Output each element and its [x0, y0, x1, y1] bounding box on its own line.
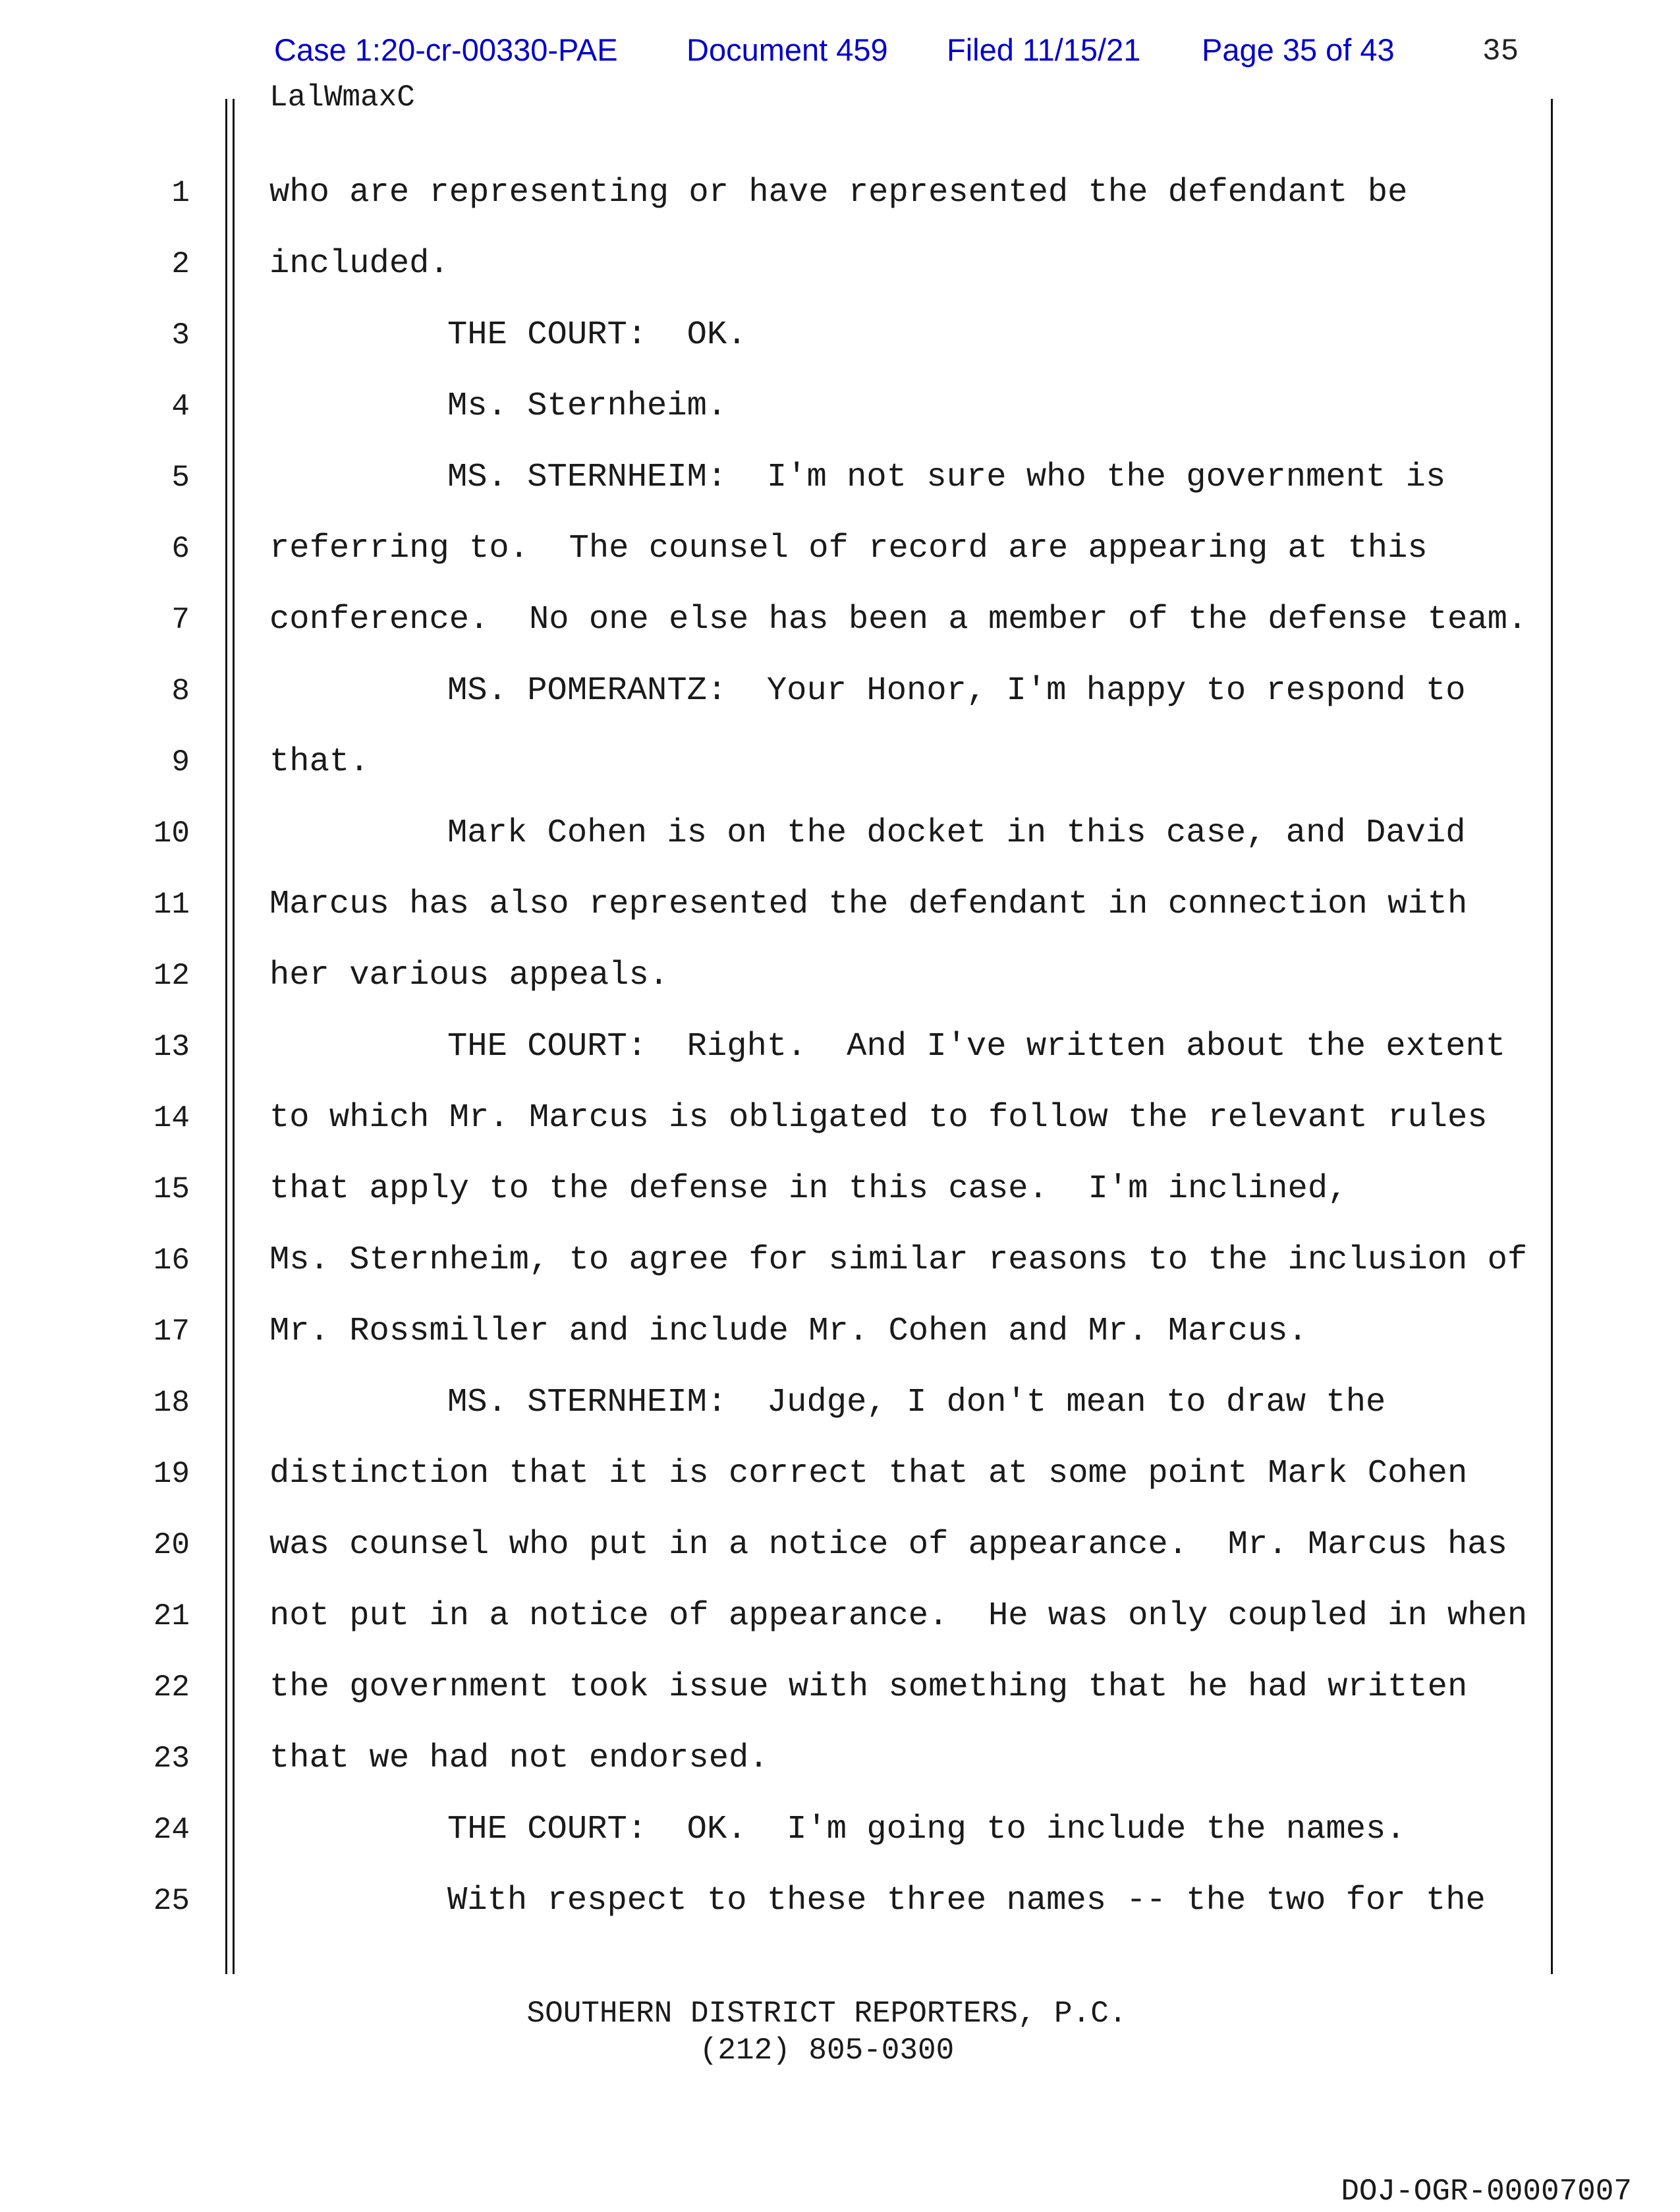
- line-number: 4: [171, 389, 190, 424]
- transcript-line: With respect to these three names -- the two for the: [447, 1882, 1486, 1919]
- transcript-line: that.: [269, 743, 370, 781]
- left-margin-rule-inner: [233, 99, 235, 1974]
- page-of-pages: Page 35 of 43: [1202, 32, 1395, 67]
- transcript-line: Ms. Sternheim, to agree for similar reasons to the inclusion of: [269, 1241, 1528, 1279]
- line-number: 25: [153, 1884, 190, 1918]
- left-margin-rule-outer: [225, 99, 227, 1974]
- line-number: 15: [153, 1172, 190, 1206]
- line-number: 11: [153, 888, 190, 922]
- transcript-line: Ms. Sternheim.: [447, 387, 727, 425]
- document-number: Document 459: [686, 32, 888, 67]
- line-number: 12: [153, 959, 190, 993]
- reporter-name: SOUTHERN DISTRICT REPORTERS, P.C.: [526, 1997, 1127, 2031]
- case-code: LalWmaxC: [269, 80, 415, 115]
- transcript-line: her various appeals.: [269, 957, 669, 994]
- filed-date: Filed 11/15/21: [947, 32, 1141, 67]
- line-number: 7: [171, 603, 190, 637]
- transcript-line: that we had not endorsed.: [269, 1740, 769, 1777]
- case-number: Case 1:20-cr-00330-PAE: [274, 32, 618, 67]
- transcript-line: distinction that it is correct that at some point Mark Cohen: [269, 1455, 1468, 1492]
- reporter-phone: (212) 805-0300: [699, 2033, 955, 2068]
- transcript-line: Mr. Rossmiller and include Mr. Cohen and Mr. Marcus.: [269, 1313, 1308, 1350]
- line-number: 17: [153, 1315, 190, 1349]
- line-number: 21: [153, 1599, 190, 1633]
- transcript-line: referring to. The counsel of record are appearing at this: [269, 530, 1428, 567]
- line-number: 5: [171, 461, 190, 495]
- transcript-line: MS. POMERANTZ: Your Honor, I'm happy to respond to: [447, 672, 1466, 710]
- line-number: 23: [153, 1742, 190, 1776]
- transcript-line: not put in a notice of appearance. He was only coupled in when: [269, 1597, 1528, 1635]
- line-number: 8: [171, 674, 190, 708]
- transcript-line: THE COURT: OK.: [447, 316, 747, 354]
- right-margin-rule: [1551, 99, 1553, 1974]
- line-number: 2: [171, 247, 190, 281]
- line-number: 10: [153, 816, 190, 851]
- transcript-line: MS. STERNHEIM: I'm not sure who the government is: [447, 459, 1446, 496]
- line-number: 24: [153, 1813, 190, 1847]
- bates-number: DOJ-OGR-00007007: [1341, 2174, 1632, 2209]
- line-number: 6: [171, 532, 190, 566]
- transcript-line: Marcus has also represented the defendant in connection with: [269, 886, 1468, 923]
- line-number: 20: [153, 1528, 190, 1562]
- transcript-line: MS. STERNHEIM: Judge, I don't mean to draw the: [447, 1384, 1386, 1421]
- line-number: 16: [153, 1243, 190, 1278]
- transcript-line: was counsel who put in a notice of appearance. Mr. Marcus has: [269, 1526, 1507, 1564]
- line-number: 13: [153, 1030, 190, 1064]
- line-number: 18: [153, 1386, 190, 1420]
- transcript-line: the government took issue with something that he had written: [269, 1668, 1468, 1706]
- transcript-line: THE COURT: Right. And I've written about the extent: [447, 1028, 1506, 1065]
- line-number: 9: [171, 745, 190, 780]
- page-number: 35: [1482, 34, 1519, 69]
- transcript-line: included.: [269, 245, 449, 283]
- line-number: 14: [153, 1101, 190, 1135]
- line-number: 1: [171, 176, 190, 210]
- transcript-line: conference. No one else has been a member of the defense team.: [269, 601, 1528, 638]
- line-number: 19: [153, 1457, 190, 1491]
- transcript-line: Mark Cohen is on the docket in this case, and David: [447, 814, 1466, 852]
- transcript-line: to which Mr. Marcus is obligated to follow the relevant rules: [269, 1099, 1488, 1137]
- transcript-line: that apply to the defense in this case. I'm inclined,: [269, 1170, 1348, 1208]
- line-number: 3: [171, 318, 190, 353]
- transcript-line: who are representing or have represented the defendant be: [269, 174, 1408, 212]
- transcript-line: THE COURT: OK. I'm going to include the names.: [447, 1811, 1406, 1848]
- line-number: 22: [153, 1670, 190, 1705]
